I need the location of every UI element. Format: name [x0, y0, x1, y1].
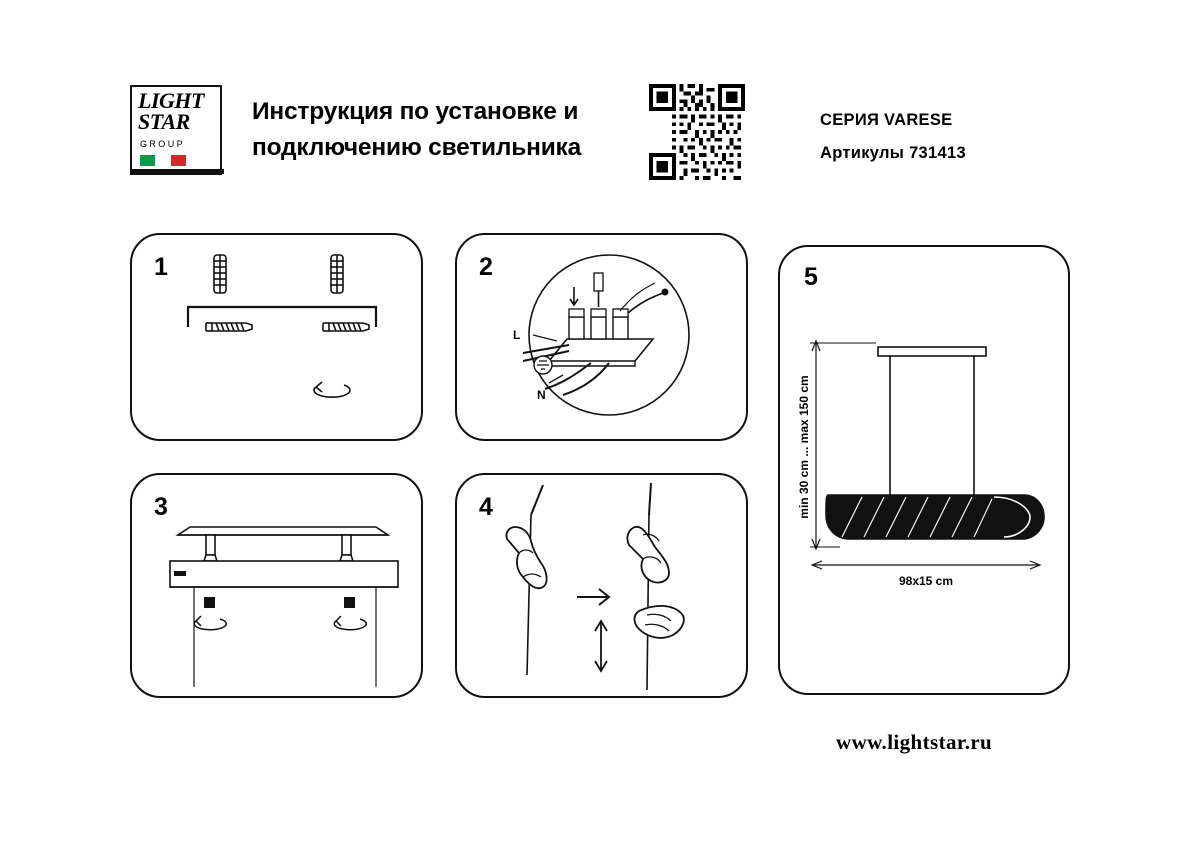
neutral-wire-label: N	[537, 388, 546, 402]
article-label: Артикулы 731413	[820, 144, 966, 162]
header	[130, 82, 1070, 192]
brand-logo	[130, 85, 222, 175]
step-4-panel	[455, 473, 748, 698]
height-dimension-label: min 30 cm ... max 150 cm	[797, 375, 811, 519]
logo-wordmark	[138, 88, 204, 134]
website-url[interactable]: www.lightstar.ru	[836, 730, 993, 754]
step-1-panel	[130, 233, 423, 441]
live-wire-label: L	[513, 328, 521, 342]
logo-line-2: STAR	[138, 108, 190, 134]
step-3-number: 3	[154, 493, 168, 521]
width-dimension-label: 98x15 cm	[898, 574, 954, 588]
series-label: СЕРИЯ VARESE	[820, 111, 953, 129]
step-2-panel	[455, 233, 748, 441]
step-5-panel	[778, 245, 1070, 695]
logo-underline	[132, 169, 224, 174]
page-title	[252, 94, 652, 165]
step-2-number: 2	[479, 253, 493, 281]
step-1-number: 1	[154, 253, 168, 281]
step-3-panel	[130, 473, 423, 698]
step-2-illustration	[457, 235, 750, 443]
step-5-illustration	[780, 247, 1072, 697]
step-4-number: 4	[479, 493, 493, 521]
step-3-illustration	[132, 475, 425, 700]
italy-flag-icon	[140, 155, 186, 166]
logo-line-1: LIGHT	[138, 88, 204, 113]
step-1-illustration	[132, 235, 425, 443]
step-5-number: 5	[804, 263, 818, 291]
page-title-line-1: Инструкция по установке и	[252, 98, 579, 125]
page-title-line-2: подключению светильника	[252, 133, 582, 161]
product-meta	[820, 104, 1070, 170]
step-4-illustration	[457, 475, 750, 700]
qr-code-icon	[649, 84, 745, 180]
logo-group-text: GROUP	[140, 139, 186, 149]
